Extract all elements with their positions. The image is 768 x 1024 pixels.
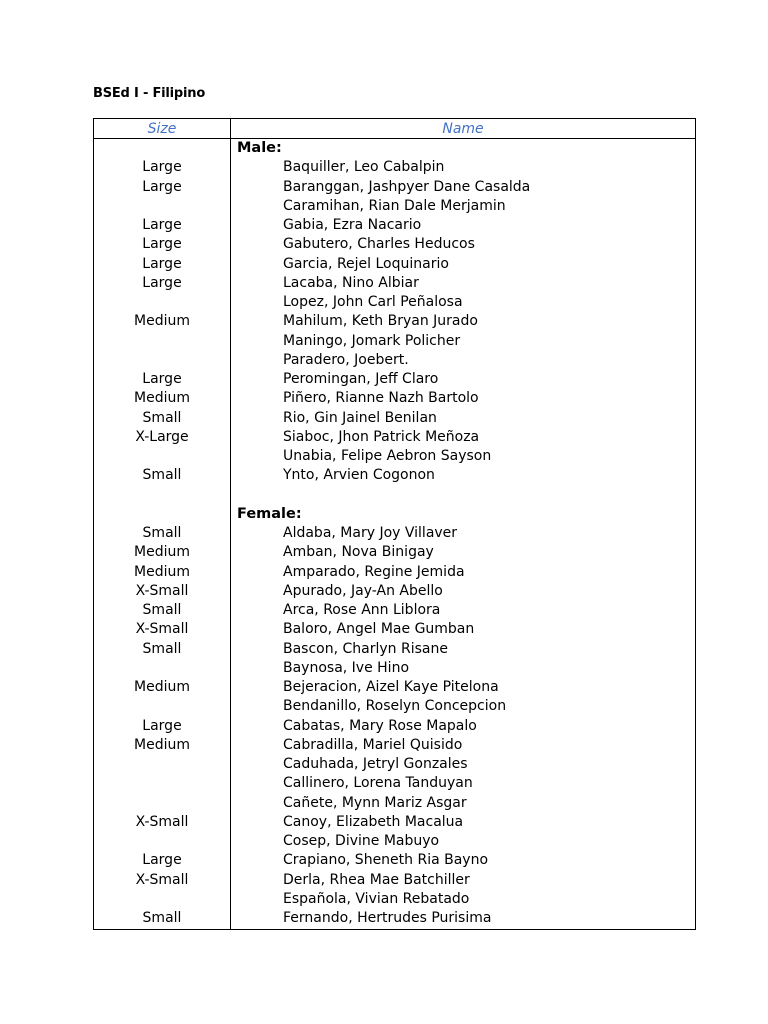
size-cell: Large	[142, 217, 182, 233]
table-row	[94, 640, 695, 659]
table-row	[94, 620, 695, 639]
name-cell: Fernando, Hertrudes Purisima	[283, 910, 492, 926]
name-cell: Maningo, Jomark Policher	[283, 332, 461, 349]
size-cell: Large	[142, 852, 182, 869]
name-cell: Caduhada, Jetryl Gonzales	[283, 756, 468, 772]
size-cell: X-Large	[135, 428, 189, 445]
name-cell: Bascon, Charlyn Risane	[283, 640, 448, 657]
size-cell: X-Small	[135, 871, 189, 888]
table-row	[94, 582, 695, 601]
name-cell: Amban, Nova Binigay	[283, 544, 434, 561]
name-cell: Arca, Rose Ann Liblora	[283, 602, 441, 618]
name-cell: Peromingan, Jeff Claro	[283, 371, 439, 387]
name-cell: Gabutero, Charles Heducos	[283, 236, 475, 253]
page-title: BSEd I - Filipino	[93, 86, 206, 101]
name-cell: Derla, Rhea Mae Batchiller	[283, 871, 470, 888]
size-cell: X-Small	[135, 813, 189, 830]
size-cell: Large	[142, 255, 182, 272]
name-cell: Canoy, Elizabeth Macalua	[283, 813, 464, 830]
size-cell: Medium	[134, 679, 190, 695]
table-row	[94, 332, 695, 351]
section-heading-row	[94, 139, 695, 158]
name-cell: Caramihan, Rian Dale Merjamin	[283, 197, 506, 214]
table-row	[94, 813, 695, 832]
size-cell: Large	[142, 371, 182, 387]
size-cell: Small	[142, 602, 182, 618]
table-row	[94, 659, 695, 678]
table-row	[94, 351, 695, 370]
name-cell: Callinero, Lorena Tanduyan	[283, 775, 473, 792]
name-cell: Crapiano, Sheneth Ria Bayno	[283, 852, 489, 869]
size-cell: Large	[142, 717, 182, 734]
table-row	[94, 794, 695, 813]
table-row	[94, 197, 695, 216]
table-row	[94, 255, 695, 274]
name-cell: Lacaba, Nino Albiar	[283, 274, 419, 291]
table-header	[94, 119, 695, 139]
name-cell: Baynosa, Ive Hino	[283, 659, 410, 676]
table-row	[94, 524, 695, 543]
table-row	[94, 216, 695, 235]
name-cell: Española, Vivian Rebatado	[283, 890, 470, 907]
table-row	[94, 178, 695, 197]
table-row	[94, 755, 695, 774]
table-row	[94, 293, 695, 312]
name-cell: Piñero, Rianne Nazh Bartolo	[283, 390, 479, 407]
table-row	[94, 543, 695, 562]
name-cell: Baloro, Angel Mae Gumban	[283, 621, 475, 638]
table-row	[94, 312, 695, 331]
name-cell: Bendanillo, Roselyn Concepcion	[283, 698, 507, 715]
name-cell: Cabradilla, Mariel Quisido	[283, 736, 463, 753]
name-cell: Rio, Gin Jainel Benilan	[283, 409, 437, 426]
roster-table	[93, 118, 696, 930]
section-heading: Female:	[237, 505, 302, 522]
size-cell: Small	[142, 640, 182, 657]
table-row	[94, 447, 695, 466]
section-heading-row	[94, 505, 695, 524]
table-row	[94, 678, 695, 697]
name-cell: Baquiller, Leo Cabalpin	[283, 159, 445, 176]
name-cell: Amparado, Regine Jemida	[283, 563, 465, 580]
size-cell: Large	[142, 178, 182, 195]
table-row	[94, 409, 695, 428]
table-row	[94, 890, 695, 909]
size-cell: Large	[142, 159, 182, 176]
size-cell: Medium	[134, 313, 190, 330]
table-row	[94, 736, 695, 755]
table-row	[94, 851, 695, 870]
table-row	[94, 158, 695, 177]
name-cell: Ynto, Arvien Cogonon	[283, 467, 435, 484]
table-row	[94, 563, 695, 582]
table-row	[94, 235, 695, 254]
table-row	[94, 832, 695, 851]
name-cell: Unabia, Felipe Aebron Sayson	[283, 448, 492, 464]
size-cell: Medium	[134, 563, 190, 580]
size-cell: Medium	[134, 736, 190, 753]
table-row	[94, 871, 695, 890]
name-cell: Aldaba, Mary Joy Villaver	[283, 525, 458, 541]
table-row	[94, 697, 695, 716]
table-row	[94, 428, 695, 447]
table-row	[94, 909, 695, 928]
name-cell: Baranggan, Jashpyer Dane Casalda	[283, 178, 531, 195]
name-cell: Gabia, Ezra Nacario	[283, 217, 422, 233]
name-cell: Siaboc, Jhon Patrick Meñoza	[283, 428, 480, 445]
size-cell: Small	[142, 910, 182, 926]
name-cell: Apurado, Jay-An Abello	[283, 582, 443, 599]
name-cell: Paradero, Joebert.	[283, 351, 409, 368]
size-cell: Small	[142, 409, 182, 426]
size-cell: Small	[142, 467, 182, 484]
name-cell: Garcia, Rejel Loquinario	[283, 255, 449, 272]
name-cell: Cañete, Mynn Mariz Asgar	[283, 794, 467, 811]
table-row	[94, 601, 695, 620]
size-cell: Medium	[134, 544, 190, 561]
size-cell: Medium	[134, 390, 190, 407]
table-row	[94, 466, 695, 485]
size-cell: Small	[142, 525, 182, 541]
table-row	[94, 717, 695, 736]
table-row	[94, 274, 695, 293]
name-cell: Lopez, John Carl Peñalosa	[283, 294, 463, 310]
column-header-name: Name	[442, 121, 484, 137]
name-cell: Mahilum, Keth Bryan Jurado	[283, 313, 478, 330]
table-body	[94, 139, 695, 928]
size-cell: X-Small	[135, 582, 189, 599]
table-row	[94, 774, 695, 793]
column-header-size: Size	[147, 121, 177, 137]
size-cell: Large	[142, 236, 182, 253]
size-cell: X-Small	[135, 621, 189, 638]
name-cell: Cabatas, Mary Rose Mapalo	[283, 717, 477, 734]
spacer-row	[94, 486, 695, 505]
name-cell: Cosep, Divine Mabuyo	[283, 833, 440, 849]
section-heading: Male:	[237, 140, 282, 156]
name-cell: Bejeracion, Aizel Kaye Pitelona	[283, 679, 499, 695]
size-cell: Large	[142, 274, 182, 291]
table-row	[94, 389, 695, 408]
table-row	[94, 370, 695, 389]
